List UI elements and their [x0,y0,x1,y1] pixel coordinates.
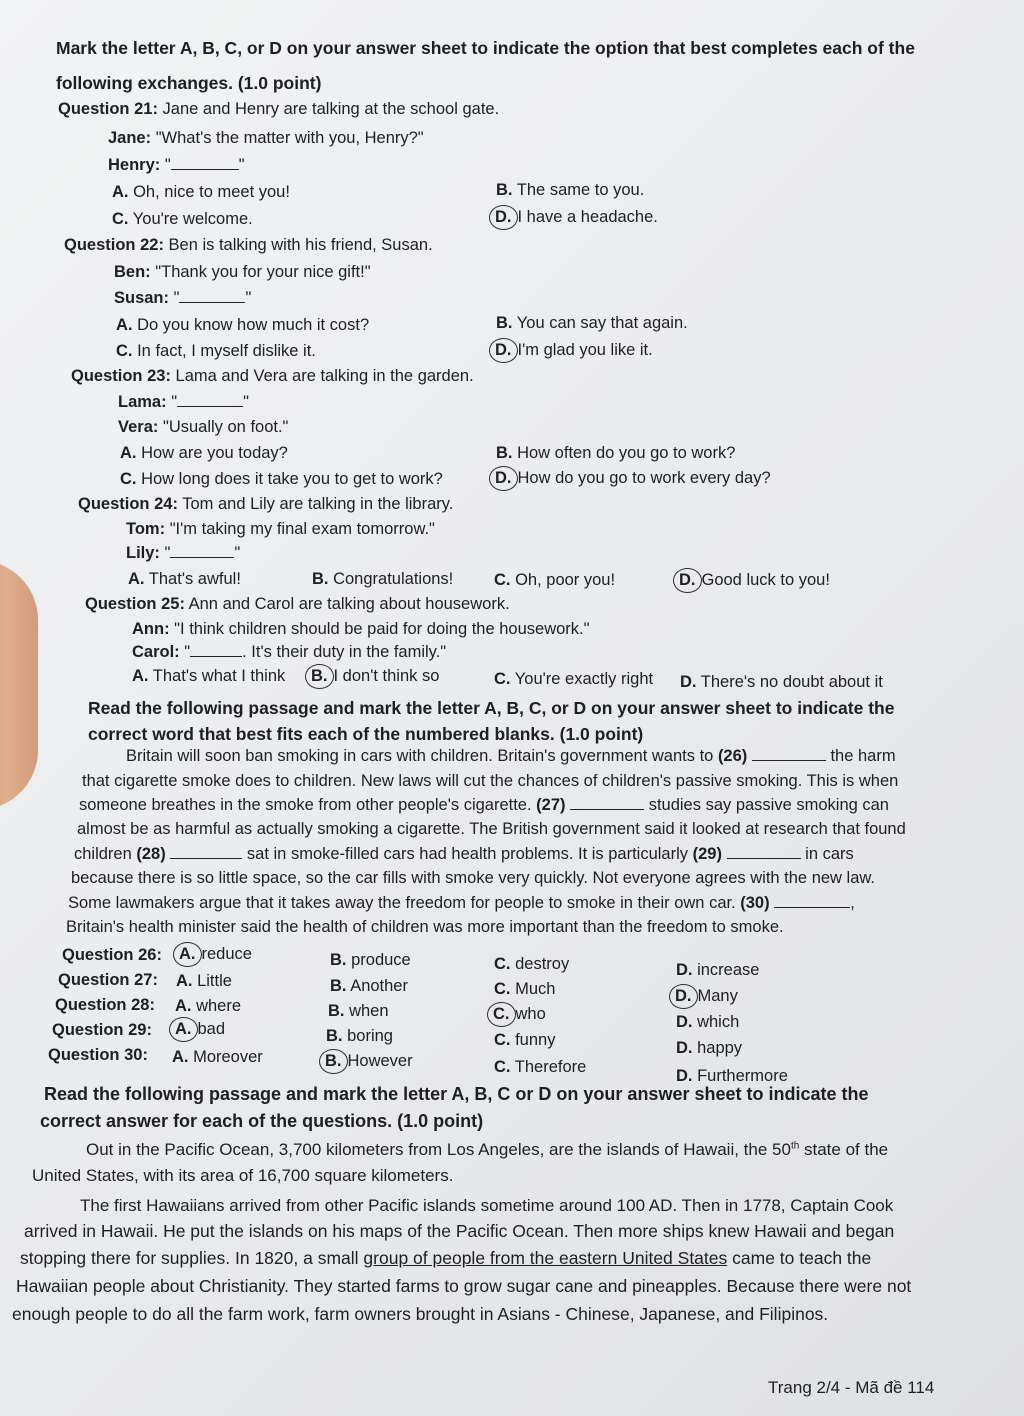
q27-option-c[interactable]: C. Much [494,980,556,998]
question-23-header: Question 23: Lama and Vera are talking in the garden. [71,367,474,385]
question-27-label: Question 27: [58,971,158,989]
q25-option-a[interactable]: A. That's what I think [132,667,286,685]
q25-circled-answer: B. [305,664,334,689]
q29-option-c[interactable]: C. funny [494,1031,556,1049]
question-21-header: Question 21: Jane and Henry are talking at the school gate. [58,100,500,118]
q30-option-b[interactable]: B. However [326,1049,413,1074]
cloze-line-6: because there is so little space, so the car fills with smoke very quickly. Not everyone agrees with the new law. [71,869,875,887]
q25-option-b[interactable]: B. I don't think so [312,664,439,689]
reading-p2-line4: Hawaiian people about Christianity. They started farms to grow sugar cane and pineapples. Because there were not [16,1276,912,1296]
cloze-line-1: Britain will soon ban smoking in cars with children. Britain's government wants to (26) the harm [126,747,896,765]
q23-option-d[interactable]: D. How do you go to work every day? [496,466,771,491]
q24-option-b[interactable]: B. Congratulations! [312,570,454,588]
q27-option-b[interactable]: B. Another [330,977,408,995]
exchanges-instruction-line1: Mark the letter A, B, C, or D on your answer sheet to indicate the option that best completes each of the [56,38,915,58]
q22-option-d[interactable]: D. I'm glad you like it. [496,338,653,363]
q26-option-a[interactable]: A. reduce [180,942,252,967]
q21-speaker-1: Jane: "What's the matter with you, Henry?" [108,129,424,147]
q28-option-b[interactable]: B. when [328,1002,389,1020]
q28-option-d[interactable]: D. which [676,1013,740,1031]
q21-option-b[interactable]: B. The same to you. [496,181,645,199]
question-29-label: Question 29: [52,1021,152,1039]
reading-p2-line1: The first Hawaiians arrived from other Pacific islands sometime around 100 AD. Then in 1778, Captain Cook [80,1196,894,1215]
question-30-label: Question 30: [48,1046,148,1064]
cloze-instruction-line1: Read the following passage and mark the letter A, B, C, or D on your answer sheet to indicate the [88,698,895,718]
q29-option-a[interactable]: A. bad [176,1017,225,1042]
q21-option-c[interactable]: C. You're welcome. [112,210,253,228]
q24-option-d[interactable]: D. Good luck to you! [680,568,830,593]
q23-option-b[interactable]: B. How often do you go to work? [496,444,736,462]
question-25-header: Question 25: Ann and Carol are talking about housework. [85,595,510,613]
cloze-line-7: Some lawmakers argue that it takes away the freedom for people to smoke in their own car. (30) , [68,894,855,912]
q26-option-b[interactable]: B. produce [330,951,411,969]
cloze-line-5: children (28) sat in smoke-filled cars had health problems. It is particularly (29) in cars [74,845,854,863]
q30-option-c[interactable]: C. Therefore [494,1058,587,1076]
cloze-line-4: almost be as harmful as actually smoking a cigarette. The British government said it looked at research that found [77,820,906,838]
q21-speaker-2: Henry: " " [108,156,245,174]
reading-instruction-line2: correct answer for each of the questions. (1.0 point) [40,1111,484,1131]
q27-option-a[interactable]: A. Little [176,972,232,990]
cloze-line-2: that cigarette smoke does to children. New laws will cut the chances of children's passive smoking. This is when [82,772,899,790]
q22-speaker-2: Susan: " " [114,289,252,307]
q26-option-d[interactable]: D. increase [676,961,760,979]
reading-p2-line5: enough people to do all the farm work, farm owners brought in Asians - Chinese, Japanese, and Filipinos. [12,1304,829,1324]
q22-circled-answer: D. [489,338,518,363]
q24-option-a[interactable]: A. That's awful! [128,570,241,588]
q24-option-c[interactable]: C. Oh, poor you! [494,571,616,589]
q23-circled-answer: D. [489,466,518,491]
q30-circled-answer: B. [319,1049,348,1074]
q21-circled-answer: D. [489,205,518,230]
q23-option-a[interactable]: A. How are you today? [120,444,288,462]
reading-instruction-line1: Read the following passage and mark the letter A, B, C or D on your answer sheet to indicate the [44,1084,869,1104]
q23-option-c[interactable]: C. How long does it take you to get to work? [120,470,443,488]
q27-circled-answer: D. [669,984,698,1009]
q25-option-d[interactable]: D. There's no doubt about it [680,673,883,691]
cloze-instruction-line2: correct word that best fits each of the numbered blanks. (1.0 point) [88,724,644,744]
q21-option-a[interactable]: A. Oh, nice to meet you! [112,183,290,201]
cloze-line-8: Britain's health minister said the health of children was more important than the freedom to smoke. [66,918,784,936]
q26-circled-answer: A. [173,942,202,967]
q28-option-c[interactable]: C. who [494,1002,546,1027]
q22-option-c[interactable]: C. In fact, I myself dislike it. [116,342,316,360]
q28-circled-answer: C. [487,1002,516,1027]
q25-speaker-1: Ann: "I think children should be paid for doing the housework." [132,620,590,638]
q24-circled-answer: D. [673,568,702,593]
q22-option-a[interactable]: A. Do you know how much it cost? [116,316,370,334]
q29-option-b[interactable]: B. boring [326,1027,393,1045]
q30-option-d[interactable]: D. Furthermore [676,1067,788,1085]
question-22-header: Question 22: Ben is talking with his friend, Susan. [64,236,433,254]
reading-p2-line3: stopping there for supplies. In 1820, a small group of people from the eastern United States came to teach the [20,1248,872,1268]
question-28-label: Question 28: [55,996,155,1014]
q29-option-d[interactable]: D. happy [676,1039,743,1057]
reading-p2-line2: arrived in Hawaii. He put the islands on his maps of the Pacific Ocean. Then more ships knew Hawaii and began [24,1221,895,1241]
reading-p1-line2: United States, with its area of 16,700 square kilometers. [32,1166,454,1185]
q25-option-c[interactable]: C. You're exactly right [494,670,654,688]
underlined-phrase: group of people from the eastern United States [363,1248,728,1268]
q26-option-c[interactable]: C. destroy [494,955,570,973]
q27-option-d[interactable]: D. Many [676,984,738,1009]
reading-p1-line1: Out in the Pacific Ocean, 3,700 kilometers from Los Angeles, are the islands of Hawaii, the 50th state of the [86,1140,889,1159]
q25-speaker-2: Carol: " . It's their duty in the family." [132,643,447,661]
q30-option-a[interactable]: A. Moreover [172,1048,263,1066]
q22-option-b[interactable]: B. You can say that again. [496,314,688,332]
q24-speaker-1: Tom: "I'm taking my final exam tomorrow." [126,520,435,538]
cloze-line-3: someone breathes in the smoke from other people's cigarette. (27) studies say passive smoking can [79,796,889,814]
q23-speaker-2: Vera: "Usually on foot." [118,418,289,436]
q24-speaker-2: Lily: " " [126,544,241,562]
q22-speaker-1: Ben: "Thank you for your nice gift!" [114,263,371,281]
question-24-header: Question 24: Tom and Lily are talking in the library. [78,495,454,513]
exchanges-instruction-line2: following exchanges. (1.0 point) [56,73,322,93]
q29-circled-answer: A. [169,1017,198,1042]
q28-option-a[interactable]: A. where [175,997,242,1015]
question-26-label: Question 26: [62,946,162,964]
q21-option-d[interactable]: D. I have a headache. [496,205,658,230]
page-footer: Trang 2/4 - Mã đề 114 [768,1378,935,1397]
q23-speaker-1: Lama: " " [118,393,249,411]
